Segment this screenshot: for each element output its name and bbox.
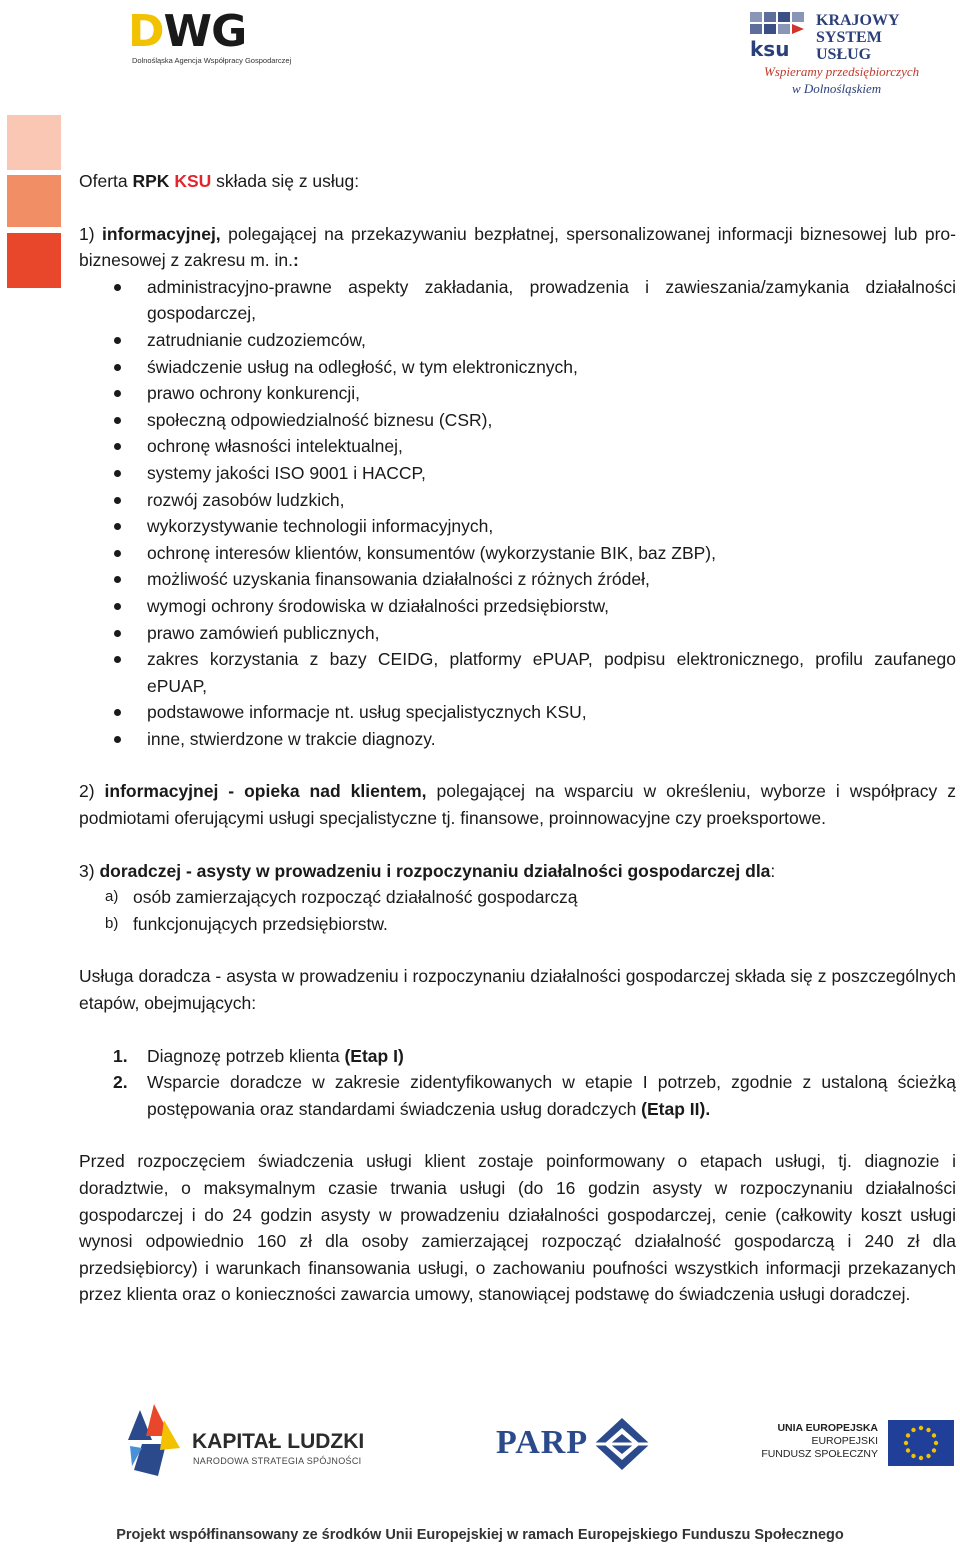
parp-emblem-icon xyxy=(594,1418,650,1470)
section-2-text: polegającej na wsparciu w określeniu, wyborze i współpracy z podmiotami oferującymi usługi specjalistyczne tj. finansowe, proinnowacyjne czy proeksportowe. xyxy=(79,781,956,829)
parp-wordmark: PARP xyxy=(496,1424,589,1461)
bullet-item: systemy jakości ISO 9001 i HACCP, xyxy=(79,460,956,487)
list-item xyxy=(79,884,956,911)
bullet-item: społeczną odpowiedzialność biznesu (CSR), xyxy=(79,407,956,434)
bullet-item: wymogi ochrony środowiska w działalności przedsiębiorstw, xyxy=(79,593,956,620)
eu-line-2: EUROPEJSKI xyxy=(811,1435,878,1447)
section-3-list xyxy=(79,884,956,937)
intro-ksu: KSU xyxy=(174,171,212,191)
bullet-item: zatrudnianie cudzoziemców, xyxy=(79,327,956,354)
stage-item xyxy=(79,1043,956,1070)
stage-text: Diagnozę potrzeb klienta xyxy=(147,1045,345,1066)
kapital-ludzki-logo xyxy=(120,1400,390,1480)
eu-flag-icon xyxy=(888,1420,954,1466)
section-2-number: 2) xyxy=(79,781,105,802)
decor-strip-mid xyxy=(7,175,61,227)
dwg-logo-letter-d: D xyxy=(128,6,164,57)
bullet-item: ochronę interesów klientów, konsumentów (wykorzystanie BIK, baz ZBP), xyxy=(79,540,956,567)
stage-text: Wsparcie doradcze w zakresie zidentyfikowanych w etapie I potrzeb, zgodnie z ustaloną ścieżką postępowania oraz standardami świadczenia usług doradczych xyxy=(147,1072,956,1119)
intro-suffix: składa się z usług: xyxy=(211,171,360,191)
section-2 xyxy=(79,778,956,831)
stage-marker: 1. xyxy=(113,1045,128,1066)
bullet-item: prawo zamówień publicznych, xyxy=(79,620,956,647)
bullet-item: podstawowe informacje nt. usług specjalistycznych KSU, xyxy=(79,699,956,726)
bullet-item: możliwość uzyskania finansowania działalności z różnych źródeł, xyxy=(79,566,956,593)
bullet-item: wykorzystywanie technologii informacyjnych, xyxy=(79,513,956,540)
eu-line-3: FUNDUSZ SPOŁECZNY xyxy=(761,1448,878,1460)
document-body xyxy=(79,168,956,1308)
bullet-item: ochronę własności intelektualnej, xyxy=(79,433,956,460)
list-item xyxy=(79,911,956,938)
ksu-tagline-2: w Dolnośląskiem xyxy=(792,81,882,96)
bullet-item: prawo ochrony konkurencji, xyxy=(79,380,956,407)
decor-strip-light xyxy=(7,115,61,170)
ksu-logo-line: USŁUG xyxy=(816,46,872,63)
section-3-heading xyxy=(79,858,956,885)
section-1-heading xyxy=(79,221,956,274)
bullet-item: administracyjno-prawne aspekty zakładania, prowadzenia i zawieszania/zamykania działalności gospodarczej, xyxy=(79,274,956,327)
ksu-logo-line: KRAJOWY xyxy=(816,12,900,29)
dwg-logo xyxy=(128,6,292,68)
section-3-colon: : xyxy=(770,860,776,881)
stage-label: (Etap II). xyxy=(641,1098,711,1119)
stages-list xyxy=(79,1043,956,1123)
ksu-logo-abbr: ksu xyxy=(750,37,790,58)
section-3-number: 3) xyxy=(79,860,100,881)
stage-marker: 2. xyxy=(113,1072,128,1093)
ksu-logo-grid-icon xyxy=(750,12,808,58)
section-1-bullet-list xyxy=(79,274,956,753)
stage-item xyxy=(79,1069,956,1122)
closing-paragraph: Przed rozpoczęciem świadczenia usługi klient zostaje poinformowany o etapach usługi, tj. diagnozie i doradztwie, o maksymalnym czasie trwania usługi (do 16 godzin asysty w rozpoczynaniu działalności gospodarczej i do 24 godzin asysty w prowadzeniu działalności gospodarczej, cenie (całkowity koszt usługi wynosi odpowiednio 160 zł dla osoby zamierzającej rozpocząć działalność gospodarczą i 240 zł dla przedsiębiorcy) i warunkach finansowania usługi, o zachowaniu poufności wszystkich informacji przekazanych przez klienta oraz o konieczności zawarcia umowy, stanowiącej podstawę do świadczenia usługi doradczej. xyxy=(79,1151,956,1305)
list-item-text: funkcjonujących przedsiębiorstw. xyxy=(133,913,388,934)
section-1-bold: informacyjnej, xyxy=(102,223,221,244)
list-item-text: osób zamierzających rozpocząć działalność gospodarczą xyxy=(133,887,578,908)
list-marker: b) xyxy=(105,914,119,932)
footer-note: Projekt współfinansowany ze środków Unii Europejskiej w ramach Europejskiego Funduszu Społecznego xyxy=(116,1527,844,1543)
stages-intro: Usługa doradcza - asysta w prowadzeniu i rozpoczynaniu działalności gospodarczej składa się z poszczególnych etapów, obejmujących: xyxy=(79,966,956,1014)
bullet-item: rozwój zasobów ludzkich, xyxy=(79,487,956,514)
intro-rpk: RPK xyxy=(132,171,170,191)
list-marker: a) xyxy=(105,888,119,906)
bullet-item: inne, stwierdzone w trakcie diagnozy. xyxy=(79,726,956,753)
ksu-tagline-1: Wspieramy przedsiębiorczych xyxy=(764,64,920,79)
dwg-logo-letters: WG xyxy=(163,6,247,57)
ksu-logo-line: SYSTEM xyxy=(816,29,882,46)
stage-label: (Etap I) xyxy=(344,1045,404,1066)
section-1-colon: : xyxy=(292,250,299,271)
kapital-ludzki-subtitle: NARODOWA STRATEGIA SPÓJNOŚCI xyxy=(193,1456,362,1466)
decor-strip-dark xyxy=(7,233,61,288)
ksu-logo-text xyxy=(816,12,900,63)
dwg-logo-wordmark xyxy=(128,6,247,57)
section-3-bold: doradczej - asysty w prowadzeniu i rozpoczynaniu działalności gospodarczej dla xyxy=(99,860,771,881)
kapital-ludzki-title: KAPITAŁ LUDZKI xyxy=(192,1430,365,1453)
eu-logo xyxy=(760,1418,960,1474)
bullet-item: świadczenie usług na odległość, w tym elektronicznych, xyxy=(79,354,956,381)
intro-prefix: Oferta xyxy=(79,171,133,191)
section-1-number: 1) xyxy=(79,223,103,244)
section-2-bold: informacyjnej - opieka nad klientem, xyxy=(104,781,427,802)
dwg-logo-subtitle: Dolnośląska Agencja Współpracy Gospodarczej xyxy=(132,56,292,65)
eu-line-1: UNIA EUROPEJSKA xyxy=(777,1422,878,1434)
bullet-item: zakres korzystania z bazy CEIDG, platformy ePUAP, podpisu elektronicznego, profilu zaufanego ePUAP, xyxy=(79,646,956,699)
section-1-text: polegającej na przekazywaniu bezpłatnej, spersonalizowanej informacji biznesowej lub pro-biznesowej z zakresu m. in. xyxy=(79,223,956,271)
intro-line xyxy=(79,168,956,195)
parp-logo xyxy=(496,1414,656,1472)
eu-logo-text xyxy=(760,1422,878,1461)
ksu-logo xyxy=(750,10,920,100)
kapital-ludzki-star-icon xyxy=(120,1400,190,1480)
